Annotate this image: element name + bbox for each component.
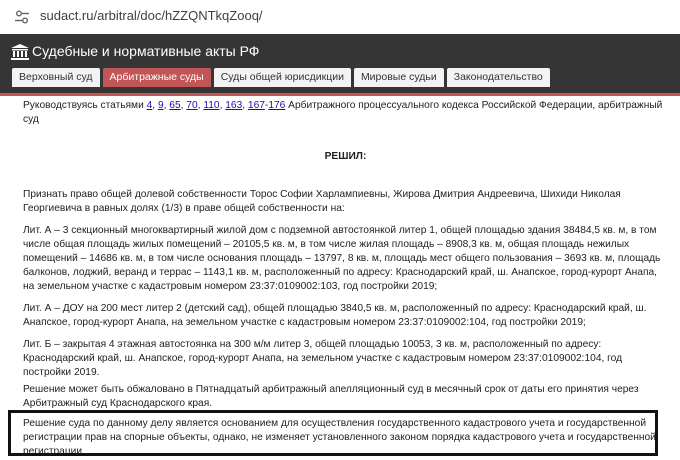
tab-magistrates[interactable]: Мировые судьи [354,68,444,87]
paragraph-lit-b-parking: Лит. Б – закрытая 4 этажная автостоянка на 300 м/м литер 3, общей площадью 10053, 3 кв. м, расположенный по адресу: Краснодарский край, ш. Анапское, город-курорт Анапа, на земельном участке с кадастровым номером 23:37:0109002:104, год постройки 2019. [23,339,623,378]
courthouse-icon [11,44,29,60]
intro-suffix: Арбитражного процессуального кодекса Российской Федерации, арбитражный суд [23,100,663,125]
intro-paragraph: Руководствуясь статьями 4, 9, 65, 70, 110, 163, 167-176 Арбитражного процессуального кодекса Российской Федерации, арбитражный суд [23,100,663,125]
site-title[interactable]: Судебные и нормативные акты РФ [32,43,260,59]
intro-prefix: Руководствуясь статьями [23,100,147,111]
header-accent-line [0,93,680,96]
article-link[interactable]: 70 [186,100,198,111]
url-text[interactable]: sudact.ru/arbitral/doc/hZZQNTkqZooq/ [40,8,263,23]
decision-heading: РЕШИЛ: [324,151,367,162]
article-link[interactable]: 163 [225,100,243,111]
tab-general-jurisdiction[interactable]: Суды общей юрисдикции [214,68,351,87]
article-link[interactable]: 110 [203,100,220,111]
site-settings-icon[interactable] [14,9,30,25]
tab-legislation[interactable]: Законодательство [447,68,550,87]
browser-address-bar[interactable] [0,0,680,34]
court-tabs [12,68,553,88]
paragraph-lit-a-house: Лит. А – 3 секционный многоквартирный жилой дом с подземной автостоянкой литер 1, общей площадью здания 38484,5 кв. м, в том числе общая площадь жилых помещений – 20105,5 кв. м, в том числе жилая площадь – 8908,3 кв. м, общая площадь нежилых помещений – 14686 кв. м, в том числе основания площадь – 13797, 8 кв. м, площадь мест общего пользования – 3693 кв. м, площадь балконов, лоджий, веранд и террас – 1143,1 кв. м, расположенный по адресу: Краснодарский край, ш. Анапское, город-курорт Анапа, на земельном участке с кадастровым номером 23:37:0109002:103, год постройки 2019; [23,225,661,292]
tab-arbitration-courts[interactable]: Арбитражные суды [103,68,211,87]
paragraph-lit-a-kindergarten: Лит. А – ДОУ на 200 мест литер 2 (детский сад), общей площадью 3840,5 кв. м, расположенный по адресу: Краснодарский край, ш. Анапское, город-курорт Анапа, на земельном участке с кадастровым номером 23:37:0109002:104, год постройки 2019; [23,303,647,328]
article-link[interactable]: 167 [247,100,265,111]
paragraph-ownership: Признать право общей долевой собственности Торос Софии Харлампиевны, Жирова Дмитрия Андреевича, Шихиди Николая Георгиевича в равных долях (1/3) в праве общей собственности на: [23,189,621,214]
paragraph-registration: Решение суда по данному делу является основанием для осуществления государственного кадастрового учета и государственной регистрации прав на спорные объекты, однако, не изменяет установленного законом порядка кадастрового учета и государственной регистрации [23,418,656,457]
article-link[interactable]: 65 [169,100,181,111]
tab-supreme-court[interactable]: Верховный суд [12,68,100,87]
highlight-box [8,410,658,456]
article-link[interactable]: 176 [268,100,286,111]
article-link[interactable]: 4 [146,100,153,111]
paragraph-appeal: Решение может быть обжаловано в Пятнадцатый арбитражный апелляционный суд в месячный срок от даты его принятия через Арбитражный суд Краснодарского края. [23,384,639,409]
article-link[interactable]: 9 [157,100,164,111]
site-header [0,34,680,96]
